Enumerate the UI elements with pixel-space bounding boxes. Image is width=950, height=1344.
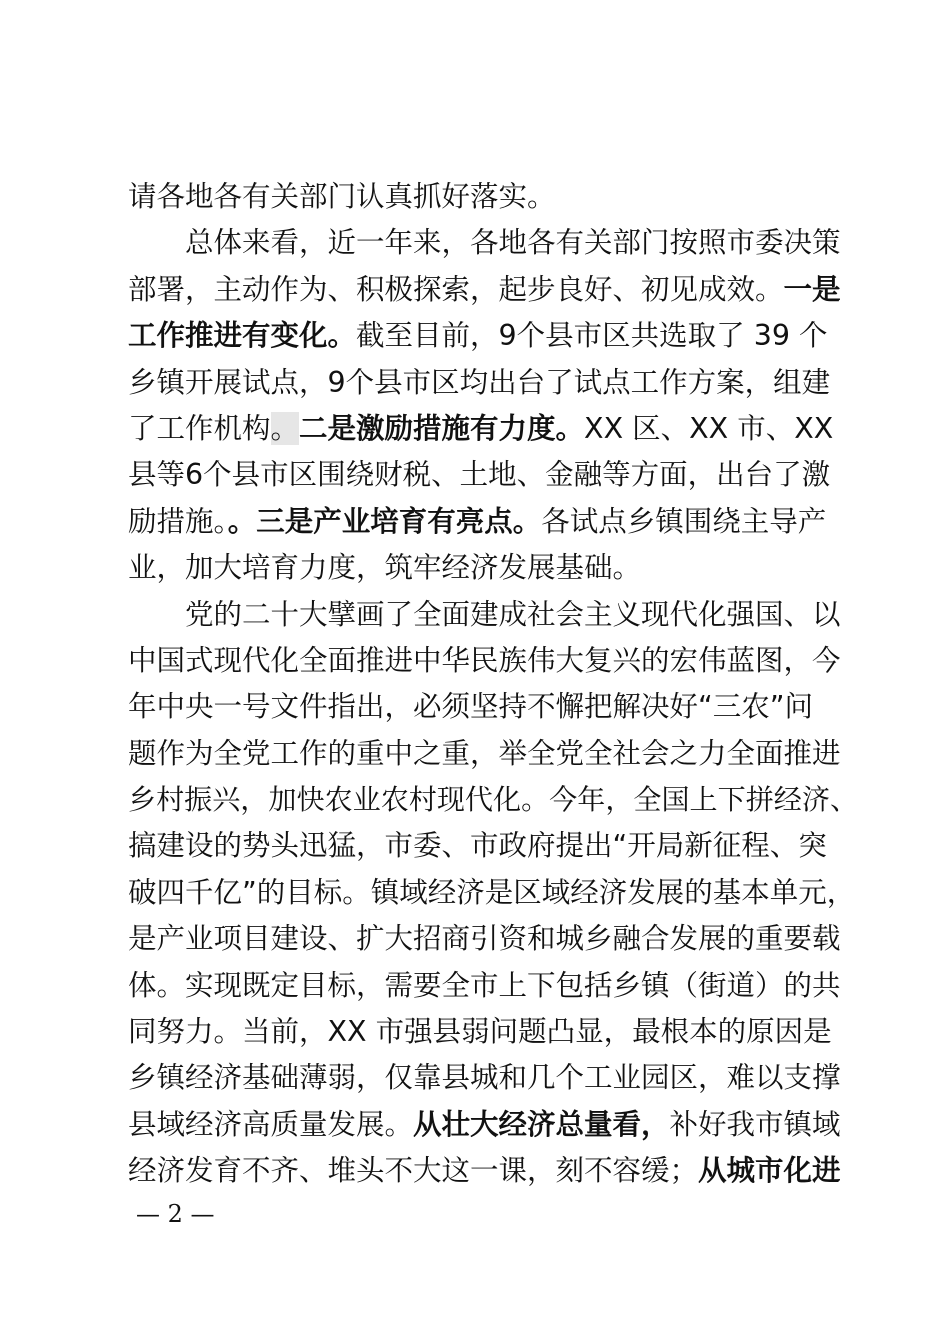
text-run: 体。实现既定目标，需要全市上下包括乡镇（街道）的共 bbox=[128, 968, 841, 1002]
text-run: 乡镇开展试点，9个县市区均出台了试点工作方案，组建 bbox=[128, 365, 831, 399]
text-run: 题作为全党工作的重中之重，举全党全社会之力全面推进 bbox=[128, 736, 841, 770]
body-text bbox=[128, 174, 858, 1195]
text-line bbox=[128, 452, 858, 498]
text-line bbox=[128, 823, 858, 869]
text-run: 补好我市镇域 bbox=[669, 1107, 841, 1141]
text-run: 经济发育不齐、堆头不大这一课，刻不容缓； bbox=[128, 1154, 699, 1188]
text-run: 年中央一号文件指出，必须坚持不懈把解决好“三农”问 bbox=[128, 690, 814, 724]
text-run: 破四千亿”的目标。镇域经济是区域经济发展的基本单元， bbox=[128, 875, 856, 909]
text-line bbox=[128, 1102, 858, 1148]
text-run: 了工作机构 bbox=[128, 411, 271, 445]
text-run: 总体来看，近一年来，各地各有关部门按照市委决策 bbox=[185, 226, 841, 260]
bold-text: 。三是产业培育有亮点。 bbox=[227, 504, 542, 538]
text-run: 各试点乡镇围绕主导产 bbox=[541, 504, 827, 538]
text-run: 搞建设的势头迅猛，市委、市政府提出“开局新征程、突 bbox=[128, 829, 827, 863]
text-line bbox=[128, 777, 858, 823]
text-line bbox=[128, 592, 858, 638]
text-run: 请各地各有关部门认真抓好落实。 bbox=[128, 180, 556, 213]
text-run: 截至目前，9个县市区共选取了 39 个 bbox=[356, 319, 828, 353]
text-run: XX 区、XX 市、XX bbox=[584, 411, 834, 445]
text-line bbox=[128, 313, 858, 359]
text-line bbox=[128, 638, 858, 684]
text-line bbox=[128, 267, 858, 313]
text-line bbox=[128, 406, 858, 452]
text-run: 县域经济高质量发展。 bbox=[128, 1107, 414, 1141]
text-line bbox=[128, 220, 858, 266]
text-line bbox=[128, 360, 858, 406]
text-line bbox=[128, 1009, 858, 1055]
text-run: 是产业项目建设、扩大招商引资和城乡融合发展的重要载 bbox=[128, 922, 841, 956]
text-run: 党的二十大擘画了全面建成社会主义现代化强国、以 bbox=[185, 597, 841, 631]
bold-text: 工作推进有变化。 bbox=[128, 319, 357, 353]
text-run: 乡镇经济基础薄弱，仅靠县城和几个工业园区，难以支撑 bbox=[128, 1061, 841, 1095]
text-line bbox=[128, 731, 858, 777]
text-run: 部署，主动作为、积极探索，起步良好、初见成效。 bbox=[128, 272, 784, 306]
text-line bbox=[128, 545, 858, 591]
text-run: 。 bbox=[270, 411, 300, 445]
text-line bbox=[128, 684, 858, 730]
text-line bbox=[128, 963, 858, 1009]
bold-text: 二是激励措施有力度。 bbox=[299, 411, 585, 445]
bold-text: 从壮大经济总量看， bbox=[413, 1107, 670, 1141]
text-line bbox=[128, 1148, 858, 1194]
text-line bbox=[128, 870, 858, 916]
text-line bbox=[128, 916, 858, 962]
text-run: 业，加大培育力度，筑牢经济发展基础。 bbox=[128, 551, 642, 585]
text-run: 同努力。当前，XX 市强县弱问题凸显，最根本的原因是 bbox=[128, 1015, 832, 1049]
text-line bbox=[128, 499, 858, 545]
text-run: 励措施。 bbox=[128, 504, 228, 538]
text-run: 乡村振兴，加快农业农村现代化。今年，全国上下拼经济、 bbox=[128, 783, 859, 817]
text-line bbox=[128, 1055, 858, 1101]
text-run: 中国式现代化全面推进中华民族伟大复兴的宏伟蓝图，今 bbox=[128, 643, 841, 677]
page-number: — 2 — bbox=[136, 1200, 215, 1228]
bold-text: 一是 bbox=[783, 272, 841, 306]
text-line bbox=[128, 174, 858, 220]
bold-text: 从城市化进 bbox=[698, 1154, 841, 1188]
text-run: 县等6个县市区围绕财税、土地、金融等方面，出台了激 bbox=[128, 458, 831, 492]
